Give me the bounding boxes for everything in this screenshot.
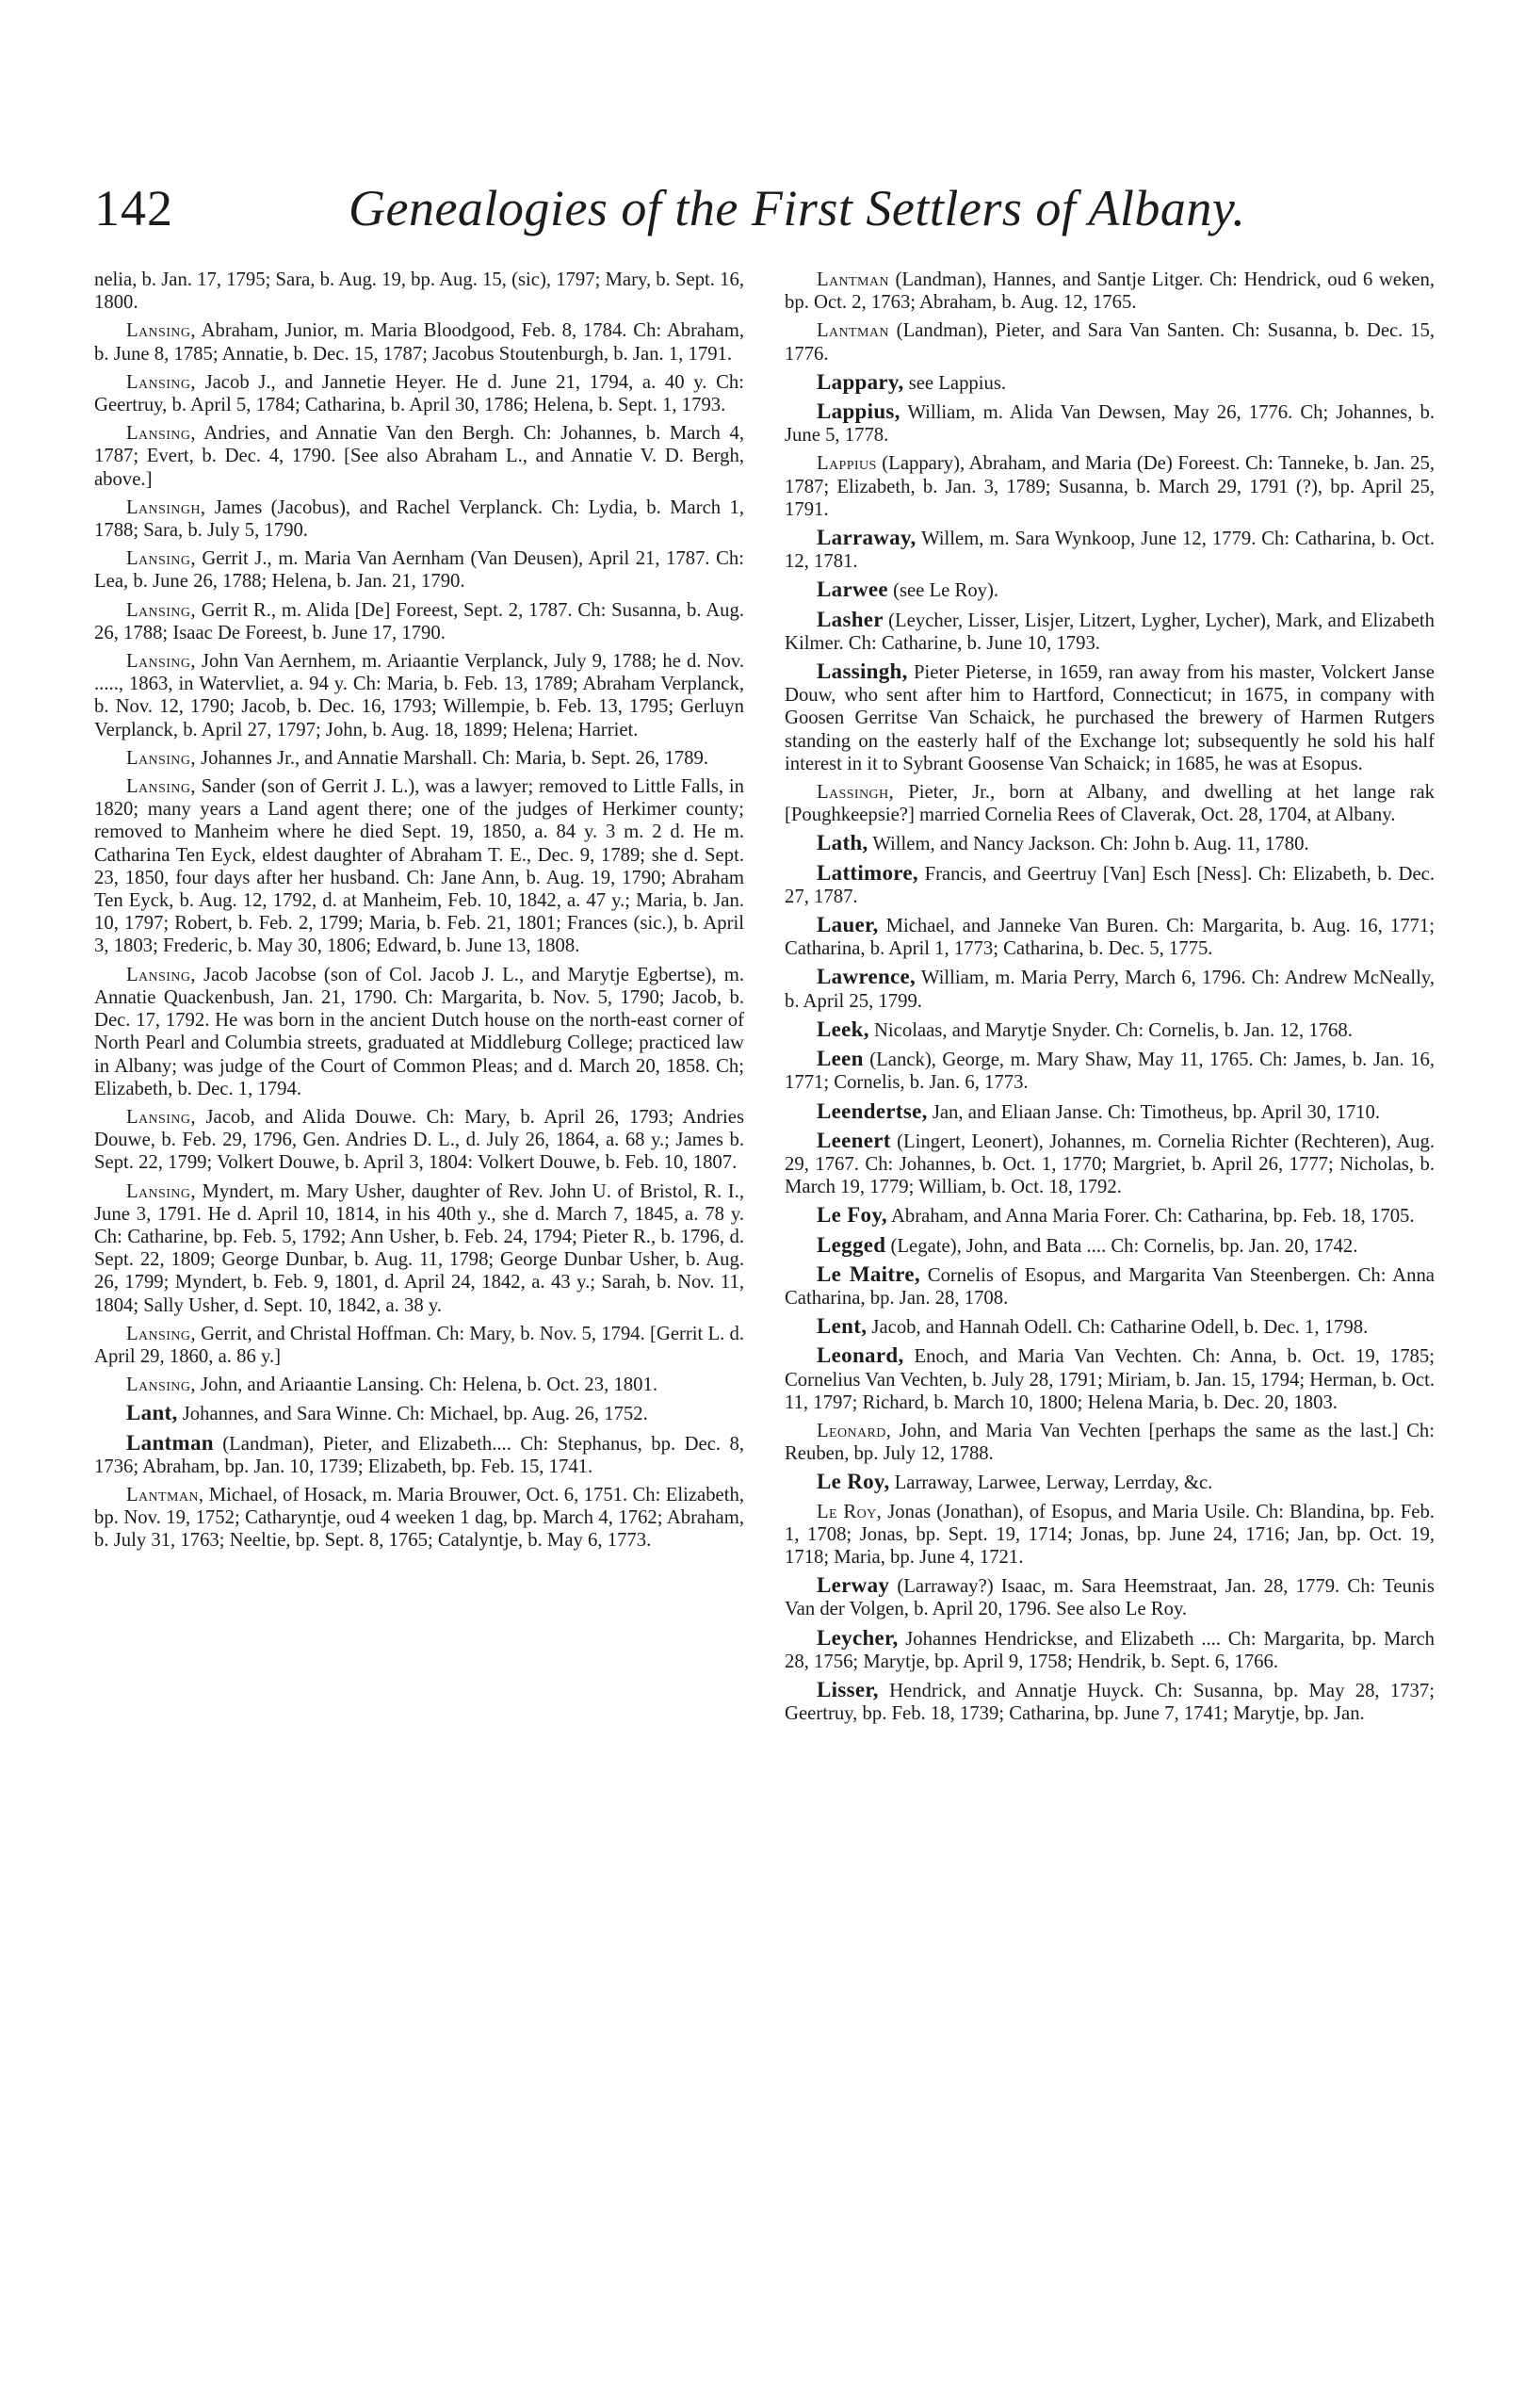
entry-text: James (Jacobus), and Rachel Verplanck. Ch: Lydia, b. March 1, 1788; Sara, b. July 5, 1790. bbox=[94, 496, 744, 542]
genealogy-entry bbox=[94, 547, 744, 593]
entry-headword: Lansing, bbox=[126, 747, 196, 769]
entry-headword: Leen bbox=[817, 1047, 864, 1071]
entry-headword: Leendertse, bbox=[817, 1098, 928, 1123]
entry-text: Johannes Hendrickse, and Elizabeth .... Ch: Margarita, bp. March 28, 1756; Marytje, bp. April 9, 1758; Hendrik, b. Sept. 6, 1766. bbox=[785, 1628, 1435, 1672]
entry-text: William, m. Maria Perry, March 6, 1796. Ch: Andrew McNeally, b. April 25, 1799. bbox=[785, 968, 1435, 1012]
genealogy-entry bbox=[785, 966, 1435, 1012]
entry-text: (Leycher, Lisser, Lisjer, Litzert, Lygher, Lycher), Mark, and Elizabeth Kilmer. Ch: Catharine, b. June 10, 1793. bbox=[785, 610, 1435, 654]
entry-headword: Lappius, bbox=[817, 399, 900, 424]
entry-text: Johannes Jr., and Annatie Marshall. Ch: Maria, b. Sept. 26, 1789. bbox=[195, 747, 709, 769]
genealogy-entry bbox=[94, 599, 744, 644]
entry-headword: Lansing, bbox=[126, 1180, 196, 1202]
entry-headword: Lansing, bbox=[126, 371, 196, 393]
entry-text: Michael, and Janneke Van Buren. Ch: Margarita, b. Aug. 16, 1771; Catharina, b. April 1, 1773; Catharina, b. Dec. 5, 1775. bbox=[785, 916, 1435, 960]
entry-text: Jonas (Jonathan), of Esopus, and Maria Usile. Ch: Blandina, bp. Feb. 1, 1708; Jonas, bp. Sept. 19, 1714; Jonas, bp. June 24, 1716; Jan, bp. Oct. 19, 1718; Maria, bp. June 4, 1721. bbox=[785, 1501, 1435, 1568]
entry-headword: Leycher, bbox=[817, 1625, 899, 1650]
entry-headword: Lantman bbox=[126, 1430, 214, 1455]
entry-text: Pieter Pieterse, in 1659, ran away from his master, Volckert Janse Douw, who sent after him to Hartford, Connecticut; in 1675, in company with Goosen Gerritse Van Schaick, he purchased the brewery of Harmen Rutgers standing on the easterly half of the Exchange lot; subsequently he sold his half interest in it to Sybrant Goosense Van Schaick; in 1685, he was at Esopus. bbox=[785, 662, 1435, 774]
entry-headword: Lansing, bbox=[126, 776, 196, 798]
entry-headword: Lappary, bbox=[817, 369, 904, 394]
right-column bbox=[785, 268, 1435, 1731]
entry-headword: Lantman bbox=[817, 269, 889, 290]
entry-headword: Lant, bbox=[126, 1401, 178, 1425]
genealogy-entry bbox=[94, 1323, 744, 1368]
entry-text: Jacob Jacobse (son of Col. Jacob J. L., and Marytje Egbertse), m. Annatie Quackenbush, Jan. 21, 1790. Ch: Margarita, b. Nov. 5, 1790; Jacob, b. Dec. 17, 1792. He was born in the ancient Dutch house on the north-east corner of North Pearl and Columbia streets, graduated at Middleburg College; practiced law in Albany; was judge of the Court of Common Pleas; and d. March 20, 1858. Ch; Elizabeth, b. Dec. 1, 1794. bbox=[94, 964, 744, 1099]
entry-text: Willem, and Nancy Jackson. Ch: John b. Aug. 11, 1780. bbox=[868, 834, 1309, 855]
genealogy-entry bbox=[785, 1234, 1435, 1258]
left-column bbox=[94, 268, 744, 1558]
entry-text: nelia, b. Jan. 17, 1795; Sara, b. Aug. 19, bp. Aug. 15, (sic), 1797; Mary, b. Sept. 16, 1800. bbox=[94, 269, 744, 314]
genealogy-entry bbox=[785, 1048, 1435, 1094]
entry-text: (Larraway?) Isaac, m. Sara Heemstraat, Jan. 28, 1779. Ch: Teunis Van der Volgen, b. April 20, 1796. See also Le Roy. bbox=[785, 1576, 1435, 1620]
entry-text: Myndert, m. Mary Usher, daughter of Rev. John U. of Bristol, R. I., June 3, 1791. He d. April 10, 1814, in his 40th y., she d. March 7, 1845, a. 78 y. Ch: Catharine, bp. Feb. 5, 1792; Ann Usher, b. Feb. 24, 1794; Pieter R., b. 1796, d. Sept. 22, 1809; George Dunbar, b. Aug. 11, 1798; George Dunbar Usher, b. Aug. 26, 1799; Myndert, b. Feb. 9, 1801, d. April 24, 1842, a. 43 y.; Sarah, b. Nov. 11, 1804; Sally Usher, d. Sept. 10, 1842, a. 38 y. bbox=[94, 1180, 744, 1316]
entry-headword: Lansingh, bbox=[126, 496, 206, 518]
genealogy-entry bbox=[785, 1574, 1435, 1620]
entry-text: Larraway, Larwee, Lerway, Lerrday, &c. bbox=[889, 1472, 1213, 1494]
entry-text: Jacob J., and Jannetie Heyer. He d. June 21, 1794, a. 40 y. Ch: Geertruy, b. April 5, 1784; Catharina, b. April 30, 1786; Helena, b. Sept. 1, 1793. bbox=[94, 371, 744, 416]
genealogy-entry bbox=[94, 1106, 744, 1175]
genealogy-entry bbox=[94, 371, 744, 416]
genealogy-entry bbox=[785, 1018, 1435, 1042]
entry-text: (Landman), Pieter, and Elizabeth.... Ch: Stephanus, bp. Dec. 8, 1736; Abraham, bp. Jan. 10, 1739; Elizabeth, bp. Feb. 15, 1741. bbox=[94, 1433, 744, 1477]
entry-headword: Larwee bbox=[817, 578, 888, 602]
genealogy-entry bbox=[785, 1679, 1435, 1725]
genealogy-entry bbox=[94, 1432, 744, 1478]
entry-text: John Van Aernhem, m. Ariaantie Verplanck, July 9, 1788; he d. Nov. ....., 1863, in Watervliet, a. 94 y. Ch: Maria, b. Feb. 13, 1789; Abraham Verplanck, b. Nov. 12, 1790; Jacob, b. Dec. 16, 1793; Willempie, b. Feb. 13, 1795; Gerluyn Verplanck, b. April 27, 1797; John, b. Aug. 18, 1899; Helena; Harriet. bbox=[94, 651, 744, 740]
entry-headword: Lansing, bbox=[126, 423, 196, 445]
entry-text: Hendrick, and Annatje Huyck. Ch: Susanna, bp. May 28, 1737; Geertruy, bp. Feb. 18, 1739; Catharina, bp. June 7, 1741; Marytje, bp. Jan. bbox=[785, 1680, 1435, 1725]
entry-text: Gerrit, and Christal Hoffman. Ch: Mary, b. Nov. 5, 1794. [Gerrit L. d. April 29, 1860, a. 86 y.] bbox=[94, 1323, 744, 1367]
genealogy-entry bbox=[94, 650, 744, 741]
genealogy-entry bbox=[785, 1100, 1435, 1124]
entry-text: William, m. Alida Van Dewsen, May 26, 1776. Ch; Johannes, b. June 5, 1778. bbox=[785, 402, 1435, 447]
entry-headword: Lisser, bbox=[817, 1677, 879, 1701]
entry-text: Gerrit J., m. Maria Van Aernham (Van Deusen), April 21, 1787. Ch: Lea, b. June 26, 1788; Helena, b. Jan. 21, 1790. bbox=[94, 548, 744, 593]
running-title: Genealogies of the First Settlers of Albany. bbox=[349, 180, 1246, 236]
genealogy-entry bbox=[94, 319, 744, 365]
entry-headword: Lansing, bbox=[126, 1106, 196, 1128]
entry-headword: Lappius bbox=[817, 453, 877, 475]
entry-headword: Lantman, bbox=[126, 1484, 204, 1505]
entry-headword: Legged bbox=[817, 1232, 886, 1257]
genealogy-entry bbox=[94, 747, 744, 770]
genealogy-entry bbox=[785, 1420, 1435, 1465]
entry-text: John, and Ariaantie Lansing. Ch: Helena, b. Oct. 23, 1801. bbox=[195, 1375, 657, 1396]
entry-headword: Leek, bbox=[817, 1017, 869, 1041]
genealogy-entry bbox=[94, 268, 744, 314]
entry-text: Francis, and Geertruy [Van] Esch [Ness]. Ch: Elizabeth, b. Dec. 27, 1787. bbox=[785, 863, 1435, 907]
entry-text: Jacob, and Hannah Odell. Ch: Catharine Odell, b. Dec. 1, 1798. bbox=[867, 1317, 1369, 1339]
entry-text: Johannes, and Sara Winne. Ch: Michael, bp. Aug. 26, 1752. bbox=[177, 1404, 648, 1425]
genealogy-entry bbox=[94, 422, 744, 491]
genealogy-entry bbox=[785, 1501, 1435, 1570]
genealogy-entry bbox=[785, 660, 1435, 775]
entry-headword: Lasher bbox=[817, 607, 884, 631]
entry-text: (Legate), John, and Bata .... Ch: Cornelis, bp. Jan. 20, 1742. bbox=[885, 1235, 1358, 1257]
genealogy-entry bbox=[94, 1402, 744, 1425]
entry-text: Abraham, and Anna Maria Forer. Ch: Catharina, bp. Feb. 18, 1705. bbox=[886, 1206, 1415, 1228]
genealogy-entry bbox=[785, 400, 1435, 447]
entry-headword: Lassingh, bbox=[817, 782, 895, 804]
genealogy-entry bbox=[785, 527, 1435, 573]
entry-headword: Lerway bbox=[817, 1573, 890, 1598]
genealogy-entry bbox=[785, 452, 1435, 521]
entry-headword: Lansing, bbox=[126, 320, 196, 342]
genealogy-entry bbox=[94, 496, 744, 542]
entry-headword: Leonard, bbox=[817, 1343, 904, 1368]
entry-headword: Le Roy, bbox=[817, 1470, 890, 1494]
entry-text: Nicolaas, and Marytje Snyder. Ch: Cornelis, b. Jan. 12, 1768. bbox=[868, 1019, 1353, 1041]
entry-headword: Lansing, bbox=[126, 1323, 196, 1344]
genealogy-entry bbox=[785, 578, 1435, 602]
entry-text: (Landman), Pieter, and Sara Van Santen. Ch: Susanna, b. Dec. 15, 1776. bbox=[785, 320, 1435, 365]
genealogy-entry bbox=[94, 1180, 744, 1317]
entry-text: Willem, m. Sara Wynkoop, June 12, 1779. Ch: Catharina, b. Oct. 12, 1781. bbox=[785, 529, 1435, 573]
entry-headword: Lattimore, bbox=[817, 860, 918, 885]
entry-text: Sander (son of Gerrit J. L.), was a lawyer; removed to Little Falls, in 1820; many years a Land agent there; one of the judges of Herkimer county; removed to Manheim where he died Sept. 19, 1850, a. 84 y. 3 m. 2 d. He m. Catharina Ten Eyck, eldest daughter of Abraham T. E., Dec. 9, 1789; she d. Sept. 23, 1850, four days after her husband. Ch: Jane Ann, b. Aug. 19, 1790; Abraham Ten Eyck, b. Aug. 12, 1792, d. at Manheim, Feb. 10, 1842, a. 47 y.; Maria, b. Jan. 10, 1797; Robert, b. Feb. 2, 1799; Maria, b. Feb. 21, 1801; Frances (sic.), b. April 3, 1803; Frederic, b. May 30, 1806; Edward, b. June 13, 1808. bbox=[94, 776, 744, 957]
entry-text: Michael, of Hosack, m. Maria Brouwer, Oct. 6, 1751. Ch: Elizabeth, bp. Nov. 19, 1752; Catharyntje, oud 4 weeken 1 dag, bp. March 4, 1762; Abraham, b. July 31, 1763; Neeltie, bp. Sept. 8, 1765; Catalyntje, b. May 6, 1773. bbox=[94, 1484, 744, 1552]
entry-text: John, and Maria Van Vechten [perhaps the same as the last.] Ch: Reuben, bp. July 12, 1788. bbox=[785, 1420, 1435, 1465]
entry-text: see Lappius. bbox=[903, 372, 1007, 394]
entry-headword: Lassingh, bbox=[817, 659, 908, 684]
entry-headword: Lansing, bbox=[126, 1375, 196, 1396]
genealogy-entry bbox=[785, 1471, 1435, 1494]
genealogy-entry bbox=[94, 964, 744, 1100]
entry-text: (see Le Roy). bbox=[887, 580, 999, 602]
genealogy-entry bbox=[785, 1204, 1435, 1228]
entry-headword: Le Maitre, bbox=[817, 1261, 920, 1286]
genealogy-entry bbox=[785, 1627, 1435, 1673]
entry-text: Enoch, and Maria Van Vechten. Ch: Anna, b. Oct. 19, 1785; Cornelius Van Vechten, b. July 28, 1791; Miriam, b. Jan. 15, 1794; Herman, b. Oct. 11, 1797; Richard, b. March 10, 1800; Helena Maria, b. Dec. 20, 1803. bbox=[785, 1346, 1435, 1413]
genealogy-entry bbox=[785, 371, 1435, 395]
entry-text: Jacob, and Alida Douwe. Ch: Mary, b. April 26, 1793; Andries Douwe, b. Feb. 29, 1796, Gen. Andries D. L., d. July 26, 1864, a. 68 y.; James b. Sept. 22, 1799; Volkert Douwe, b. April 3, 1804: Volkert Douwe, b. Feb. 10, 1807. bbox=[94, 1106, 744, 1174]
entry-headword: Leenert bbox=[817, 1128, 891, 1152]
genealogy-entry bbox=[785, 1344, 1435, 1414]
entry-headword: Lent, bbox=[817, 1314, 868, 1339]
entry-text: Gerrit R., m. Alida [De] Foreest, Sept. 2, 1787. Ch: Susanna, b. Aug. 26, 1788; Isaac De Foreest, b. June 17, 1790. bbox=[94, 599, 744, 643]
entry-headword: Lansing, bbox=[126, 548, 196, 570]
genealogy-entry bbox=[785, 1130, 1435, 1199]
entry-headword: Lansing, bbox=[126, 599, 196, 621]
genealogy-entry bbox=[785, 914, 1435, 960]
entry-text: (Lanck), George, m. Mary Shaw, May 11, 1765. Ch: James, b. Jan. 16, 1771; Cornelis, b. Jan. 6, 1773. bbox=[785, 1049, 1435, 1094]
entry-headword: Lansing, bbox=[126, 964, 196, 985]
entry-text: Cornelis of Esopus, and Margarita Van Steenbergen. Ch: Anna Catharina, bp. Jan. 28, 1708. bbox=[785, 1264, 1435, 1309]
entry-headword: Leonard, bbox=[817, 1420, 892, 1441]
page-header bbox=[94, 171, 1432, 247]
genealogy-entry bbox=[94, 775, 744, 958]
genealogy-entry bbox=[785, 319, 1435, 365]
entry-text: Abraham, Junior, m. Maria Bloodgood, Feb. 8, 1784. Ch: Abraham, b. June 8, 1785; Annatie, b. Dec. 15, 1787; Jacobus Stoutenburgh, b. Jan. 1, 1791. bbox=[94, 320, 744, 365]
entry-text: (Lappary), Abraham, and Maria (De) Foreest. Ch: Tanneke, b. Jan. 25, 1787; Elizabeth, b. Jan. 3, 1789; Susanna, b. March 29, 1791 (?), bp. April 25, 1791. bbox=[785, 453, 1435, 520]
entry-text: Pieter, Jr., born at Albany, and dwelling at het lange rak [Poughkeepsie?] married Cornelia Rees of Claverak, Oct. 28, 1704, at Albany. bbox=[785, 782, 1435, 826]
entry-headword: Lantman bbox=[817, 320, 889, 342]
genealogy-entry bbox=[785, 862, 1435, 908]
genealogy-entry bbox=[94, 1374, 744, 1396]
genealogy-entry bbox=[94, 1484, 744, 1553]
entry-headword: Larraway, bbox=[817, 526, 917, 550]
entry-headword: Lath, bbox=[817, 831, 868, 855]
genealogy-entry bbox=[785, 609, 1435, 655]
entry-headword: Lansing, bbox=[126, 651, 196, 673]
genealogy-entry bbox=[785, 268, 1435, 314]
page-number: 142 bbox=[94, 180, 173, 236]
entry-text: Jan, and Eliaan Janse. Ch: Timotheus, bp. April 30, 1710. bbox=[927, 1101, 1381, 1123]
genealogy-entry bbox=[785, 781, 1435, 826]
entry-text: (Lingert, Leonert), Johannes, m. Cornelia Richter (Rechteren), Aug. 29, 1767. Ch: Johannes, b. Oct. 1, 1770; Margriet, b. April 26, 1777; Nicholas, b. March 19, 1779; William, b. Oct. 18, 1792. bbox=[785, 1131, 1435, 1198]
entry-headword: Lawrence, bbox=[817, 965, 917, 989]
entry-headword: Le Foy, bbox=[817, 1203, 887, 1228]
entry-text: Andries, and Annatie Van den Bergh. Ch: Johannes, b. March 4, 1787; Evert, b. Dec. 4, 1790. [See also Abraham L., and Annatie V. D. Bergh, above.] bbox=[94, 423, 744, 490]
genealogy-entry bbox=[785, 1315, 1435, 1339]
entry-text: (Landman), Hannes, and Santje Litger. Ch: Hendrick, oud 6 weken, bp. Oct. 2, 1763; Abraham, b. Aug. 12, 1765. bbox=[785, 269, 1435, 314]
genealogy-entry bbox=[785, 832, 1435, 855]
entry-headword: Le Roy, bbox=[817, 1501, 883, 1522]
genealogy-entry bbox=[785, 1263, 1435, 1310]
entry-headword: Lauer, bbox=[817, 913, 879, 937]
